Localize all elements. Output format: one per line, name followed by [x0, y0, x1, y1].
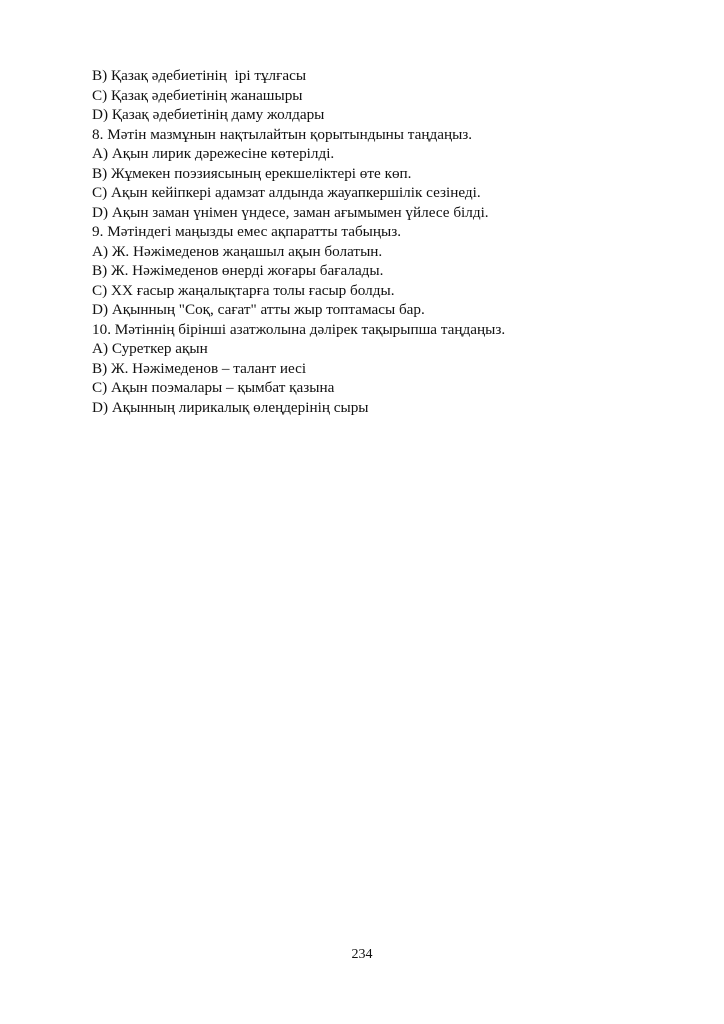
option-line: C) Қазақ әдебиетінің жанашыры: [92, 86, 303, 104]
option-line: B) Ж. Нәжімеденов өнерді жоғары бағалады.: [92, 262, 384, 279]
option-line: B) Ж. Нәжімеденов – талант иесі: [92, 359, 307, 377]
option-line: B) Жұмекен поэзиясының ерекшеліктері өте көп.: [92, 164, 412, 182]
option-line: D) Ақынның "Соқ, сағат" атты жыр топтамасы бар.: [92, 301, 425, 318]
option-line: A) Ж. Нәжімеденов жаңашыл ақын болатын.: [92, 242, 383, 260]
option-line: A) Суреткер ақын: [92, 340, 208, 357]
option-line: A) Ақын лирик дәрежесіне көтерілді.: [92, 145, 335, 162]
option-line: C) Ақын кейіпкері адамзат алдында жауапкершілік сезінеді.: [92, 184, 481, 201]
page-number: 234: [351, 947, 373, 962]
option-line: C) Ақын поэмалары – қымбат қазына: [92, 379, 335, 396]
option-line: B) Қазақ әдебиетінің ірі тұлғасы: [92, 67, 307, 84]
option-line: D) Ақын заман үнімен үндесе, заман ағымымен үйлесе білді.: [92, 203, 489, 221]
option-line: C) XX ғасыр жаңалықтарға толы ғасыр болды.: [92, 281, 395, 299]
option-line: D) Қазақ әдебиетінің даму жолдары: [92, 106, 325, 123]
question-line: 9. Мәтіндегі маңызды емес ақпаратты табыңыз.: [92, 223, 402, 240]
question-line: 10. Мәтіннің бірінші азатжолына дәлірек тақырыпша таңдаңыз.: [92, 320, 506, 338]
question-line: 8. Мәтін мазмұнын нақтылайтын қорытындыны таңдаңыз.: [92, 125, 473, 143]
page-body-text: [92, 66, 652, 417]
option-line: D) Ақынның лирикалық өлеңдерінің сыры: [92, 398, 369, 416]
